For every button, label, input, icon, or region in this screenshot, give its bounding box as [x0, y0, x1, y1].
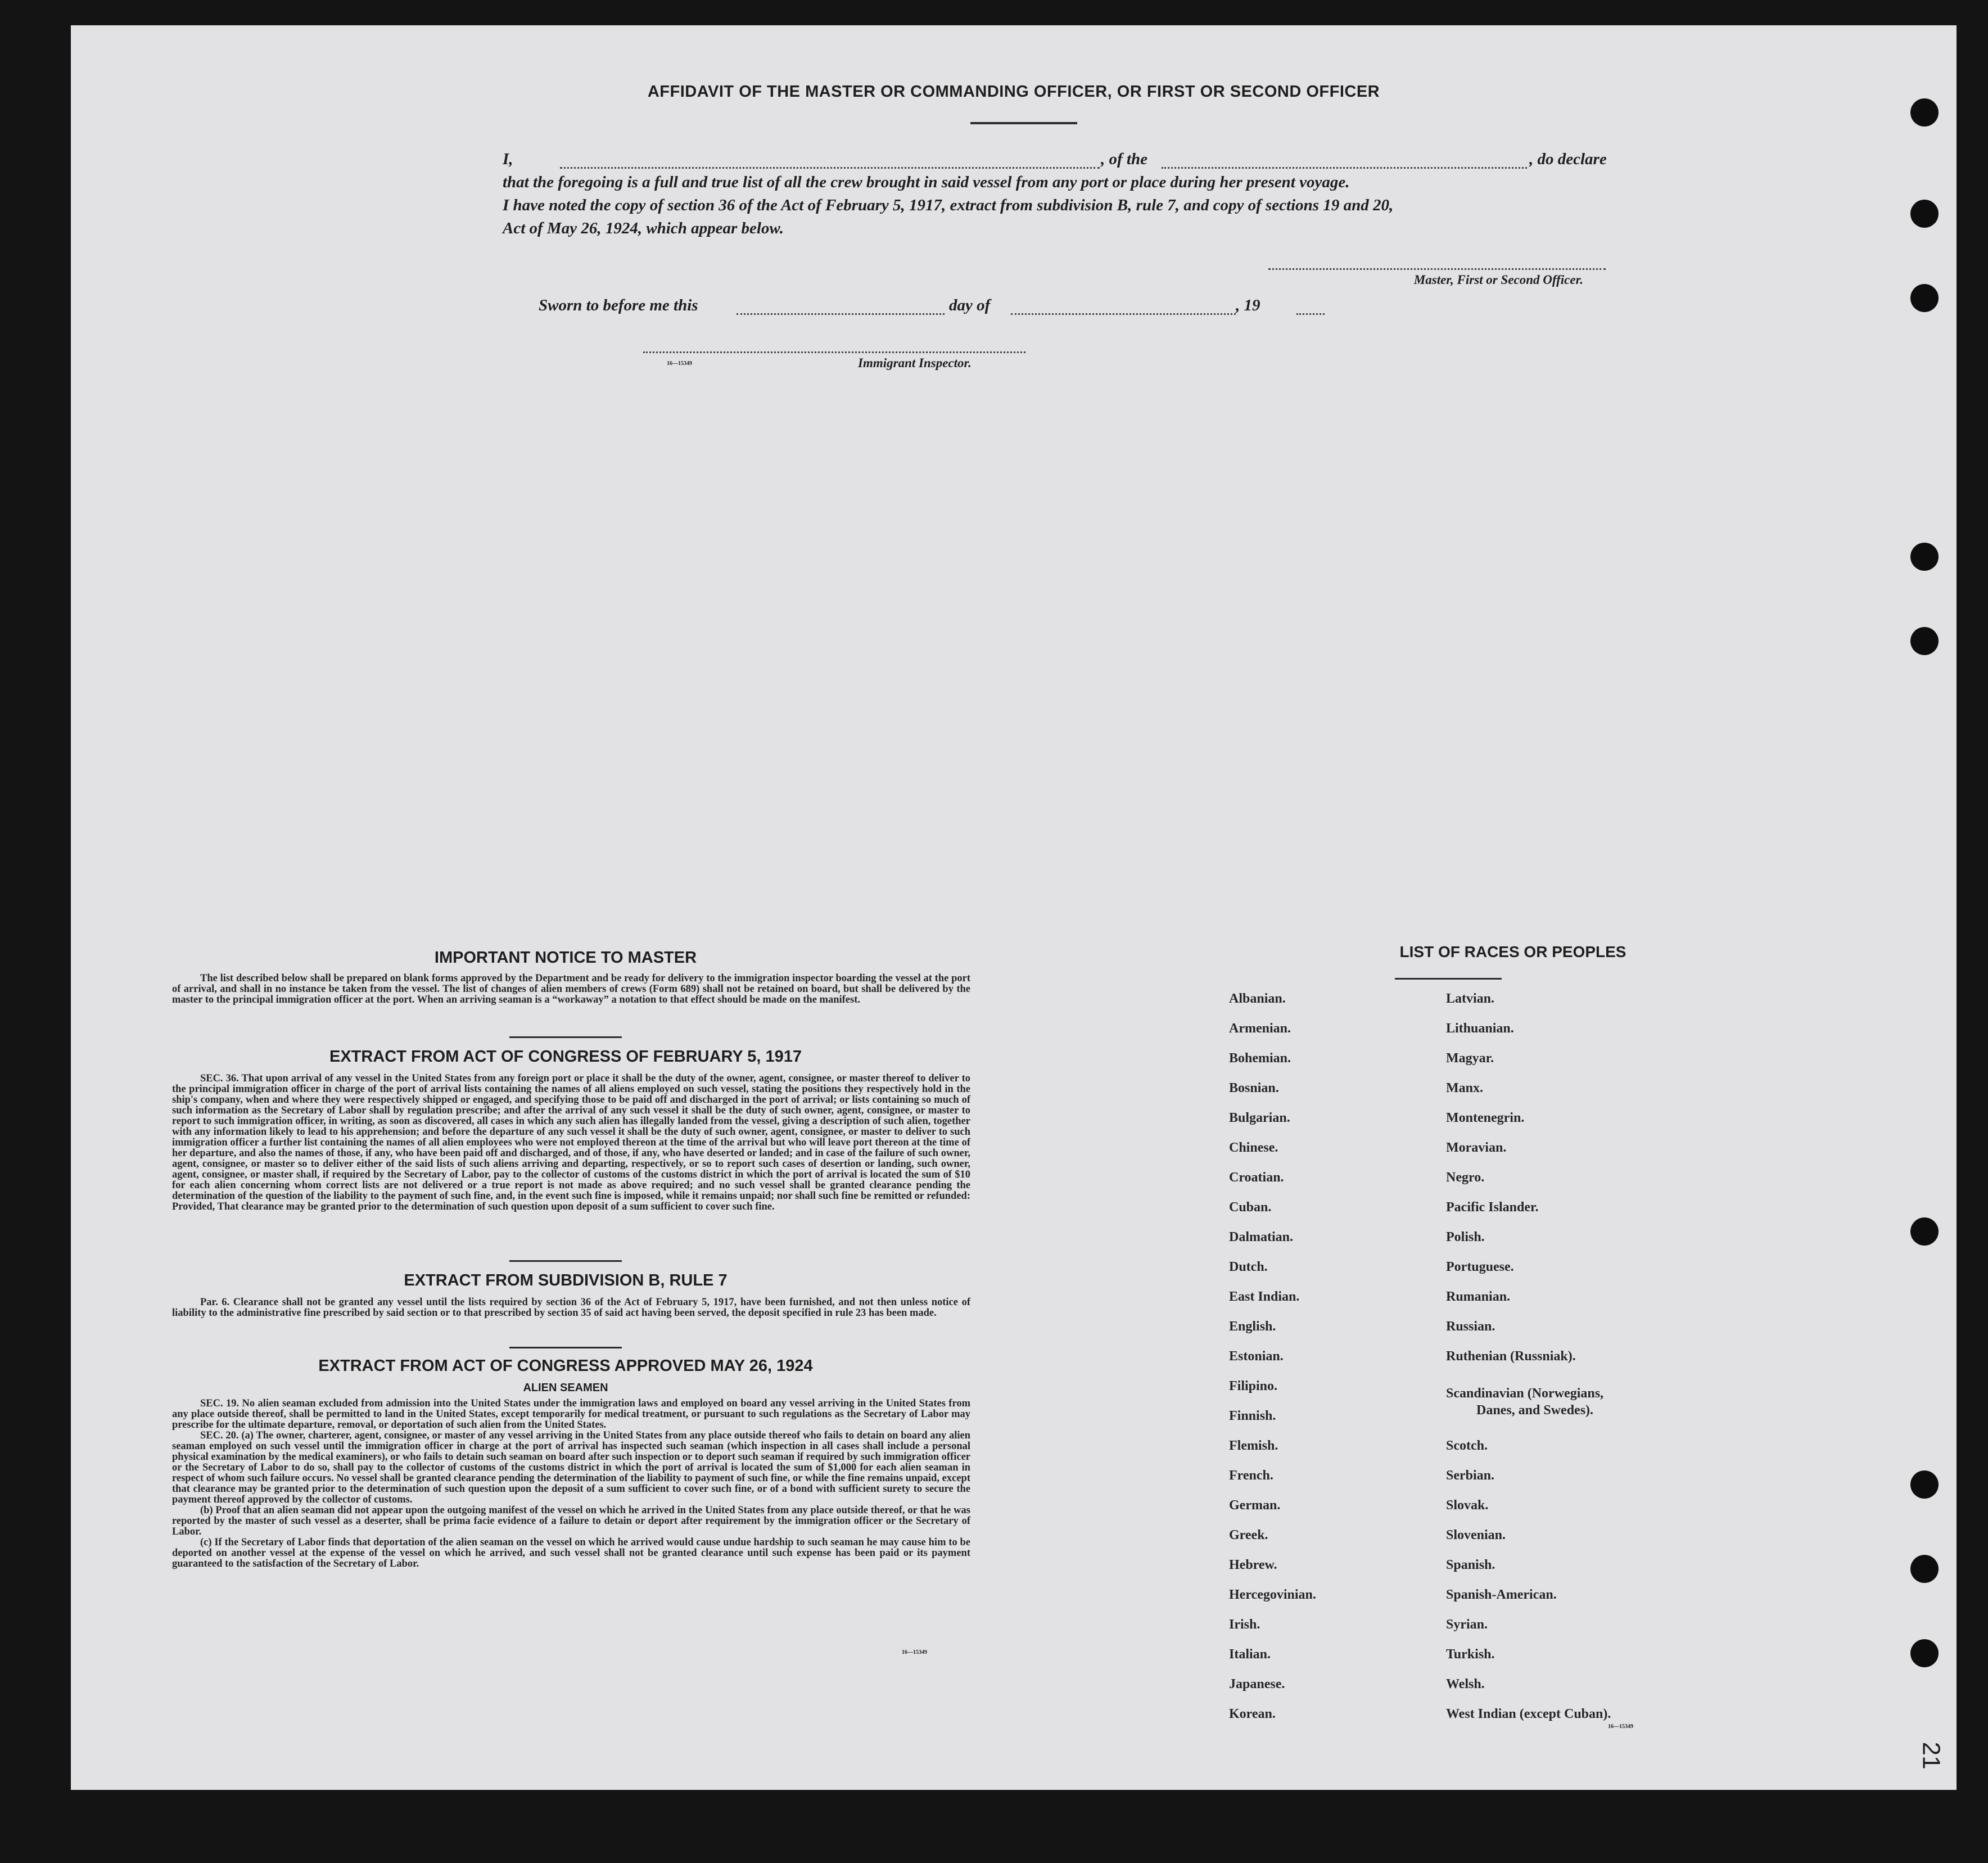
sec-20b-paragraph: (b) Proof that an alien seaman did not appear upon the outgoing manifest of the vessel on which he arrived in the United States from any place outside thereof, or that he was reported by the master of such vessel as a deserter, shall be prima facie evidence of a failure to detain or deport after requirement by the immigration officer or the Secretary of Labor. [172, 1505, 970, 1537]
race-item: Spanish-American. [1446, 1587, 1557, 1602]
punch-hole [1910, 1470, 1939, 1499]
punch-hole [1910, 627, 1939, 655]
notice-title: IMPORTANT NOTICE TO MASTER [434, 949, 697, 967]
race-item: Korean. [1229, 1707, 1276, 1721]
affidavit-line-3: I have noted the copy of section 36 of the Act of February 5, 1917, extract from subdivision B, rule 7, and copy of sections 19 and 20, [503, 196, 1394, 214]
master-label: Master, First or Second Officer. [1413, 273, 1583, 287]
punch-hole [1910, 98, 1939, 127]
race-item: Albanian. [1229, 991, 1286, 1006]
race-item: Spanish. [1446, 1558, 1495, 1572]
name-blank [560, 167, 1100, 169]
race-item: Bulgarian. [1229, 1111, 1290, 1125]
race-item: Slovenian. [1446, 1528, 1506, 1542]
punch-hole [1910, 1555, 1939, 1583]
affidavit-line-4: Act of May 26, 1924, which appear below. [503, 219, 784, 237]
affidavit-line-1 [503, 150, 513, 169]
race-item: Turkish. [1446, 1647, 1495, 1662]
punch-hole [1910, 1217, 1939, 1246]
extract-1917-text [172, 1073, 970, 1212]
notice-text [172, 973, 970, 1005]
race-item: Dalmatian. [1229, 1230, 1293, 1244]
race-item: Scotch. [1446, 1438, 1488, 1453]
rule-1 [509, 1036, 622, 1038]
race-item: Filipino. [1229, 1379, 1278, 1393]
rule-2 [509, 1260, 622, 1262]
race-item: Estonian. [1229, 1349, 1284, 1364]
affidavit-i: I, [503, 150, 513, 168]
sec-20c-paragraph: (c) If the Secretary of Labor finds that deportation of the alien seaman on the vessel on which he arrived would cause undue hardship to such seaman he may cause him to be deported on another vessel at the expense of the vessel on which he arrived, and such vessel shall not be granted clearance until such expense has been paid or its payment guaranteed to the satisfaction of the Secretary of Labor. [172, 1537, 970, 1569]
race-item: East Indian. [1229, 1289, 1300, 1304]
extract-1917-title: EXTRACT FROM ACT OF CONGRESS OF FEBRUARY 5, 1917 [329, 1048, 802, 1066]
race-item: Polish. [1446, 1230, 1485, 1244]
race-item: Negro. [1446, 1170, 1485, 1185]
master-signature-line [1268, 268, 1606, 270]
affidavit-title: AFFIDAVIT OF THE MASTER OR COMMANDING OFFICER, OR FIRST OR SECOND OFFICER [647, 83, 1380, 101]
race-item: Syrian. [1446, 1617, 1488, 1632]
race-item: Latvian. [1446, 991, 1495, 1006]
race-item: Hebrew. [1229, 1558, 1277, 1572]
race-item: French. [1229, 1468, 1273, 1483]
race-item: Ruthenian (Russniak). [1446, 1349, 1576, 1364]
extract-1924-text [172, 1399, 970, 1569]
title-rule [970, 122, 1077, 124]
race-item: German. [1229, 1498, 1281, 1513]
race-item: Slovak. [1446, 1498, 1489, 1513]
race-item: Hercegovinian. [1229, 1587, 1316, 1602]
sec-20a-paragraph: SEC. 20. (a) The owner, charterer, agent, consignee, or master of any vessel arriving in the United States from any place outside thereof who fails to detain on board any alien seaman employed on such vessel until the immigration officer in charge at the port of arrival has inspected such seaman (which inspection in all cases shall include a personal physical examination by the medical examiners), or who fails to detain such seaman on board after such inspection or to deport such seaman if required by such immigration officer or the Secretary of Labor to do so, shall pay to the collector of customs of the customs district in which the port of arrival is located the sum of $1,000 for each alien seaman in respect of whom such failure occurs. No vessel shall be granted clearance pending the determination of the liability to payment of such fine, or while the fine remains unpaid, except that clearance may be granted prior to the determination of such question upon the deposit of a sum sufficient to cover such fine, or of a bond with sufficient surety to secure the payment thereof approved by the collector of customs. [172, 1430, 970, 1505]
extract-rule7-title: EXTRACT FROM SUBDIVISION B, RULE 7 [404, 1271, 728, 1289]
punch-hole [1910, 284, 1939, 312]
race-item: Manx. [1446, 1081, 1483, 1095]
affidavit-line-2: that the foregoing is a full and true list of all the crew brought in said vessel from any port or place during her present voyage. [503, 173, 1350, 191]
race-item: Rumanian. [1446, 1289, 1511, 1304]
race-item: Magyar. [1446, 1051, 1494, 1066]
sec-36-paragraph: SEC. 36. That upon arrival of any vessel in the United States from any foreign port or place it shall be the duty of the owner, agent, consignee, or master thereof to deliver to the principal immigration officer in charge of the port of arrival lists containing the names of all aliens employed on such vessel, stating the positions they respectively hold in the ship's company, when and where they were respectively shipped or engaged, and specifying those to be paid off and discharged in the port of arrival; or lists containing so much of such information as the Secretary of Labor shall by regulation prescribe; and after the arrival of any such vessel it shall be the duty of such owner, agent, consignee, or master to report to such immigration officer, in writing, as soon as discovered, all cases in which any such alien has illegally landed from the vessel, giving a description of such alien, together with any information likely to lead to his apprehension; and before the departure of any such vessel it shall be the duty of such owner, agent, consignee, or master to deliver to such immigration officer a further list containing the names of all alien employees who were not employed thereon at the time of the arrival but who will leave port thereon at the time of her departure, and also the names of those, if any, who have been paid off and discharged, and of those, if any, who have deserted or landed; and in case of the failure of such owner, agent, consignee, or master so to deliver either of the said lists of such aliens arriving and departing, respectively, or so to report such cases of desertion or landing, such owner, agent, consignee, or master shall, if required by the Secretary of Labor, pay to the collector of customs of the customs district in which the port of arrival is located the sum of $10 for each alien concerning whom correct lists are not delivered or a true report is not made as above required; and no such vessel shall be granted clearance pending the determination of the question of the liability to the payment of such fine, and, in the event such fine is imposed, while it remains unpaid; nor shall such fine be remitted or refunded: Provided, That clearance may be granted prior to the determination of such question upon deposit of a sum sufficient to cover such fine. [172, 1073, 970, 1212]
alien-seamen-subtitle: ALIEN SEAMEN [523, 1382, 608, 1394]
punch-hole [1910, 200, 1939, 228]
sworn-year-blank [1296, 313, 1325, 315]
sworn-year: , 19 [1236, 296, 1260, 314]
race-item: Flemish. [1229, 1438, 1278, 1453]
inspector-signature-line [643, 351, 1025, 353]
race-item: Danes, and Swedes). [1476, 1403, 1594, 1418]
sec-19-paragraph: SEC. 19. No alien seaman excluded from admission into the United States under the immigration laws and employed on board any vessel arriving in the United States from any place outside thereof, shall be permitted to land in the United States, except temporarily for medical treatment, or pursuant to such regulations as the Secretary of Labor may prescribe for the ultimate departure, removal, or deportation of such alien from the United States. [172, 1398, 970, 1431]
races-title: LIST OF RACES OR PEOPLES [1399, 943, 1626, 960]
race-item: Serbian. [1446, 1468, 1495, 1483]
race-item: Greek. [1229, 1528, 1268, 1542]
race-item: Moravian. [1446, 1140, 1507, 1155]
races-rule [1395, 978, 1502, 980]
affidavit-of-the: , of the [1101, 150, 1147, 168]
race-item: Welsh. [1446, 1677, 1485, 1691]
race-item: Portuguese. [1446, 1260, 1514, 1274]
extract-form-number: 16—15349 [902, 1649, 927, 1656]
race-item: Japanese. [1229, 1677, 1285, 1691]
par-6-paragraph: Par. 6. Clearance shall not be granted any vessel until the lists required by section 36 of the Act of February 5, 1917, have been furnished, and not then unless notice of liability to the administrative fine prescribed by said section or to that prescribed by section 35 of said act having been served, the deposit specified in rule 23 has been made. [172, 1297, 970, 1319]
race-item: Armenian. [1229, 1021, 1291, 1036]
handwritten-page-number: 21 [1917, 1742, 1945, 1770]
races-form-number: 16—15349 [1608, 1724, 1633, 1730]
race-item: Chinese. [1229, 1140, 1278, 1155]
race-item: Montenegrin. [1446, 1111, 1525, 1125]
inspector-label: Immigrant Inspector. [858, 356, 972, 370]
sworn-prefix: Sworn to before me this [539, 296, 698, 314]
race-item: Irish. [1229, 1617, 1260, 1632]
race-item: Lithuanian. [1446, 1021, 1514, 1036]
race-item: Scandinavian (Norwegians, [1446, 1386, 1604, 1401]
race-item: Bohemian. [1229, 1051, 1291, 1066]
punch-hole [1910, 1639, 1939, 1667]
race-item: Croatian. [1229, 1170, 1284, 1185]
race-item: Finnish. [1229, 1409, 1276, 1423]
race-item: Pacific Islander. [1446, 1200, 1539, 1215]
race-item: Dutch. [1229, 1260, 1268, 1274]
sworn-day-of: day of [949, 296, 991, 314]
race-item: Italian. [1229, 1647, 1271, 1662]
sworn-month-blank [1011, 313, 1236, 315]
affidavit-form-number: 16—15349 [667, 360, 692, 367]
race-item: Russian. [1446, 1319, 1495, 1334]
extract-rule7-text [172, 1297, 970, 1319]
extract-1924-title: EXTRACT FROM ACT OF CONGRESS APPROVED MAY 26, 1924 [318, 1357, 813, 1375]
race-item: English. [1229, 1319, 1276, 1334]
race-item: West Indian (except Cuban). [1446, 1707, 1611, 1721]
sworn-day-blank [737, 313, 945, 315]
vessel-blank [1162, 167, 1527, 169]
race-item: Cuban. [1229, 1200, 1272, 1215]
race-item: Bosnian. [1229, 1081, 1279, 1095]
notice-paragraph: The list described below shall be prepared on blank forms approved by the Department and be ready for delivery to the immigration inspector boarding the vessel at the port of arrival, and shall in no instance be taken from the vessel. The list of changes of alien members of crews (Form 689) shall not be retained on board, but shall be delivered by the master to the principal immigration officer at the port. When an arriving seaman is a “workaway” a notation to that effect should be made on the manifest. [172, 973, 970, 1005]
punch-hole [1910, 543, 1939, 571]
rule-3 [509, 1347, 622, 1348]
affidavit-declare: , do declare [1529, 150, 1607, 168]
document-page [71, 25, 1957, 1790]
